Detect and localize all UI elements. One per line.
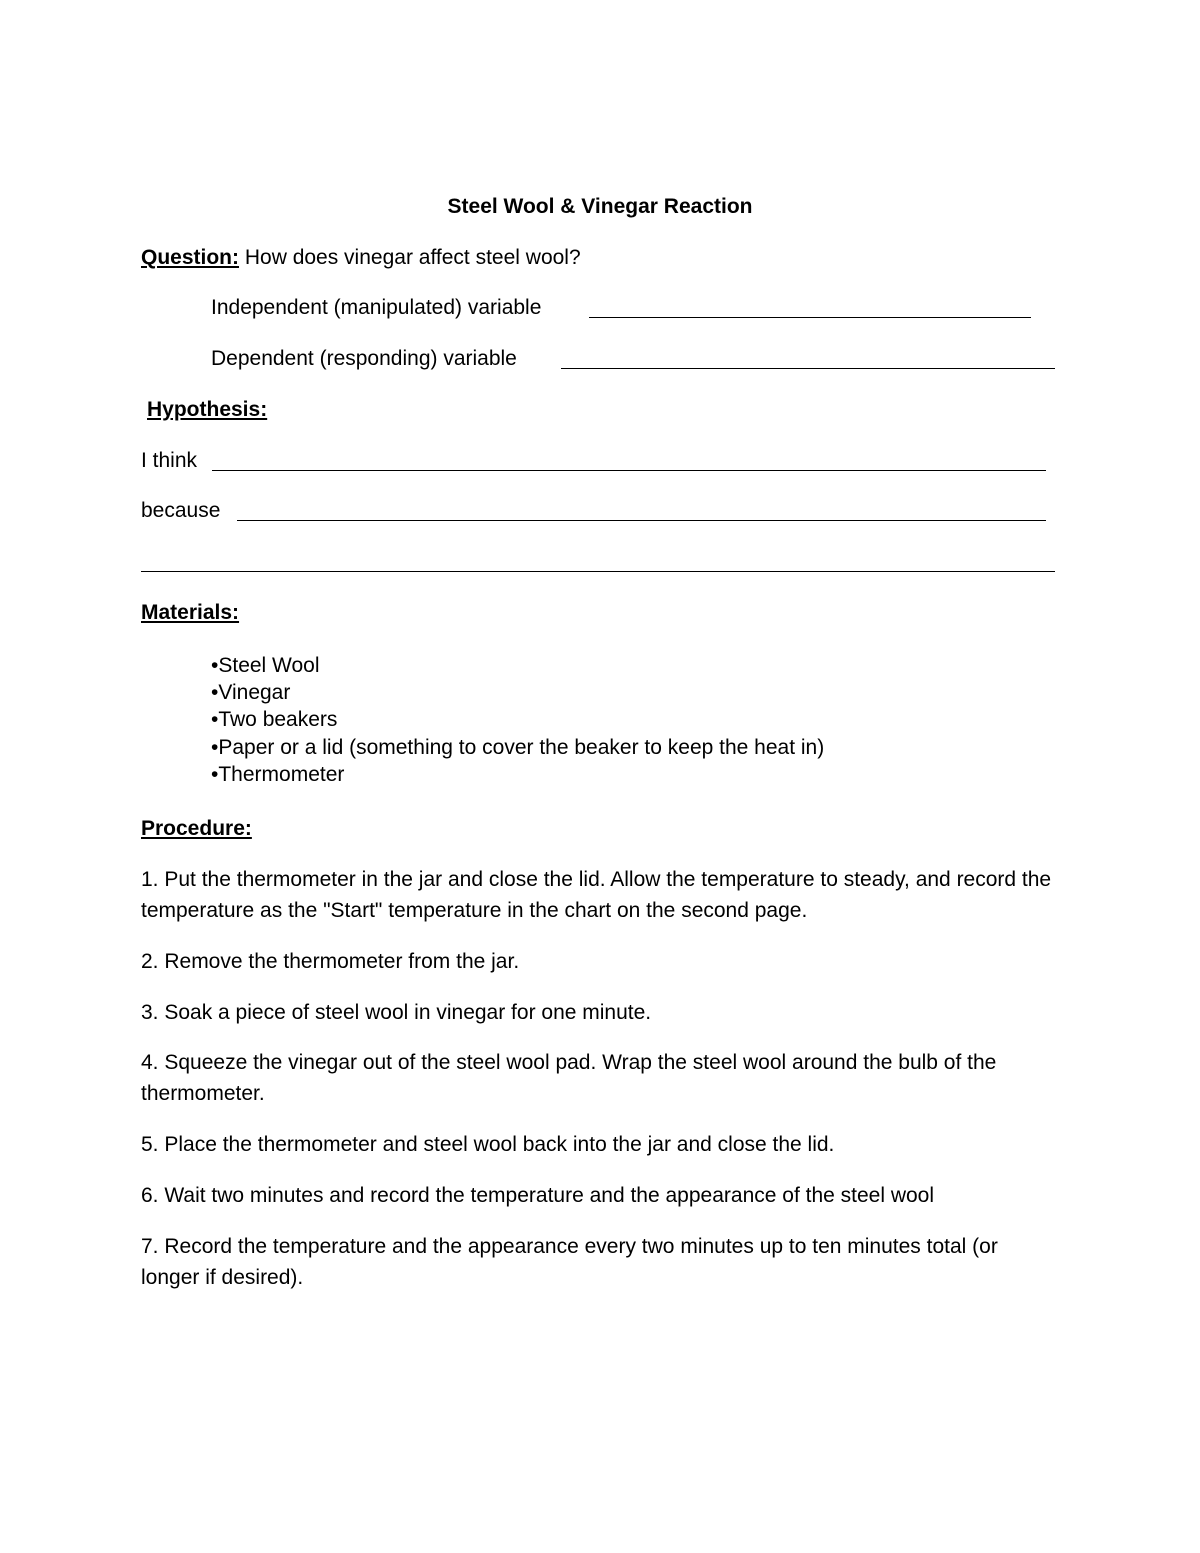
procedure-label: Procedure: <box>141 817 252 840</box>
materials-label: Materials: <box>141 601 240 624</box>
hypothesis-heading <box>147 397 267 423</box>
hypothesis-because-blank[interactable] <box>237 520 1046 521</box>
procedure-step: 5. Place the thermometer and steel wool back into the jar and close the lid. <box>141 1133 835 1156</box>
hypothesis-because-label: because <box>141 499 221 522</box>
procedure-step: 1. Put the thermometer in the jar and close the lid. Allow the temperature to steady, and record the temperature as the "Start" temperature in the chart on the second page. <box>141 868 1052 922</box>
independent-variable-blank[interactable] <box>589 317 1031 318</box>
procedure-step: 6. Wait two minutes and record the temperature and the appearance of the steel wool <box>141 1184 935 1207</box>
list-item: •Vinegar <box>211 681 291 705</box>
hypothesis-i-think-label: I think <box>141 449 198 472</box>
hypothesis-i-think-blank[interactable] <box>212 470 1046 471</box>
hypothesis-label: Hypothesis: <box>147 398 268 421</box>
question-label: Question: <box>141 246 239 269</box>
list-item: •Two beakers <box>211 708 338 732</box>
dependent-variable-blank[interactable] <box>561 368 1055 369</box>
materials-heading <box>141 600 239 626</box>
procedure-heading <box>141 816 252 842</box>
procedure-step: 4. Squeeze the vinegar out of the steel wool pad. Wrap the steel wool around the bulb of the thermometer. <box>141 1051 997 1105</box>
procedure-step: 7. Record the temperature and the appearance every two minutes up to ten minutes total (or longer if desired). <box>141 1235 998 1289</box>
procedure-step: 3. Soak a piece of steel wool in vinegar for one minute. <box>141 1001 652 1024</box>
list-item: •Thermometer <box>211 762 345 786</box>
question-line <box>141 245 581 271</box>
dependent-variable-label: Dependent (responding) variable <box>211 347 517 370</box>
question-text: How does vinegar affect steel wool? <box>244 246 581 269</box>
independent-variable-label: Independent (manipulated) variable <box>211 296 542 319</box>
materials-list <box>211 652 824 788</box>
list-item: •Steel Wool <box>211 654 320 677</box>
procedure-step: 2. Remove the thermometer from the jar. <box>141 950 520 973</box>
page-title: Steel Wool & Vinegar Reaction <box>447 195 753 218</box>
hypothesis-extra-blank[interactable] <box>141 571 1055 572</box>
list-item: •Paper or a lid (something to cover the beaker to keep the heat in) <box>211 735 825 759</box>
